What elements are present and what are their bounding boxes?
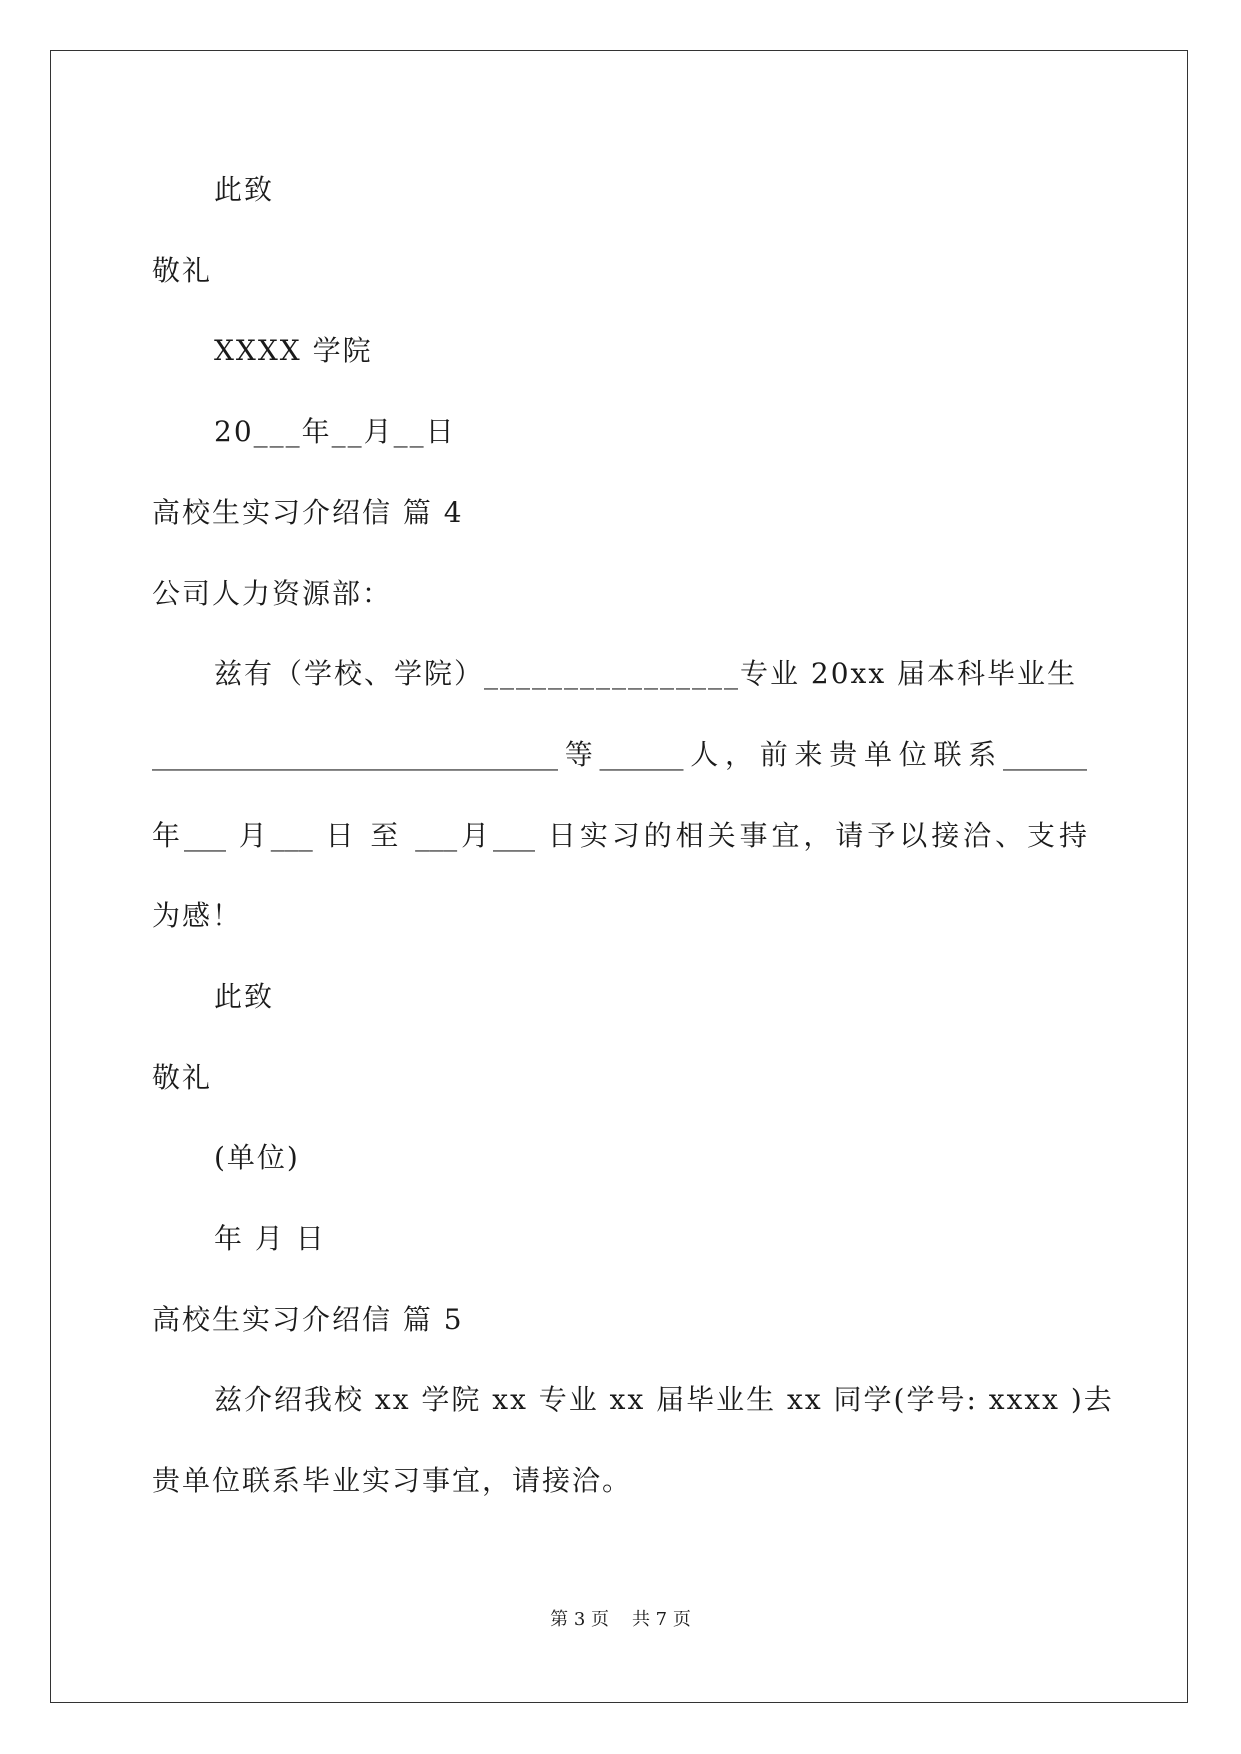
closing-respect: 敬礼 xyxy=(152,1061,213,1094)
body-paragraph-line: 兹介绍我校 xx 学院 xx 专业 xx 届毕业生 xx 同学(学号: xxxx )去 xyxy=(214,1383,1114,1416)
body-paragraph-line: 为感！ xyxy=(152,899,243,932)
recipient-line: 公司人力资源部： xyxy=(152,577,393,610)
signature-date: 20___年__月__日 xyxy=(214,415,456,448)
body-paragraph-line: 年___ 月___ 日 至 ___月___ 日实习的相关事宜，请予以接洽、支持 xyxy=(152,819,1087,852)
body-paragraph-line: 贵单位联系毕业实习事宜，请接洽。 xyxy=(152,1464,633,1497)
section-heading-4: 高校生实习介绍信 篇 4 xyxy=(152,496,464,529)
page-number: 第 3 页 共 7 页 xyxy=(550,1609,691,1630)
page-frame xyxy=(50,50,1188,1703)
body-paragraph-line: 兹有（学校、学院）________________专业 20xx 届本科毕业生 xyxy=(214,657,1078,690)
closing-salutation: 此致 xyxy=(214,173,275,206)
closing-salutation: 此致 xyxy=(214,980,275,1013)
signature-date: 年 月 日 xyxy=(214,1222,326,1255)
closing-respect: 敬礼 xyxy=(152,254,213,287)
signature-institution: XXXX 学院 xyxy=(214,334,373,367)
section-heading-5: 高校生实习介绍信 篇 5 xyxy=(152,1303,464,1336)
body-paragraph-line: _____________________________等______人，前来贵单位联系______ xyxy=(152,738,1087,771)
signature-unit: (单位) xyxy=(214,1141,300,1174)
